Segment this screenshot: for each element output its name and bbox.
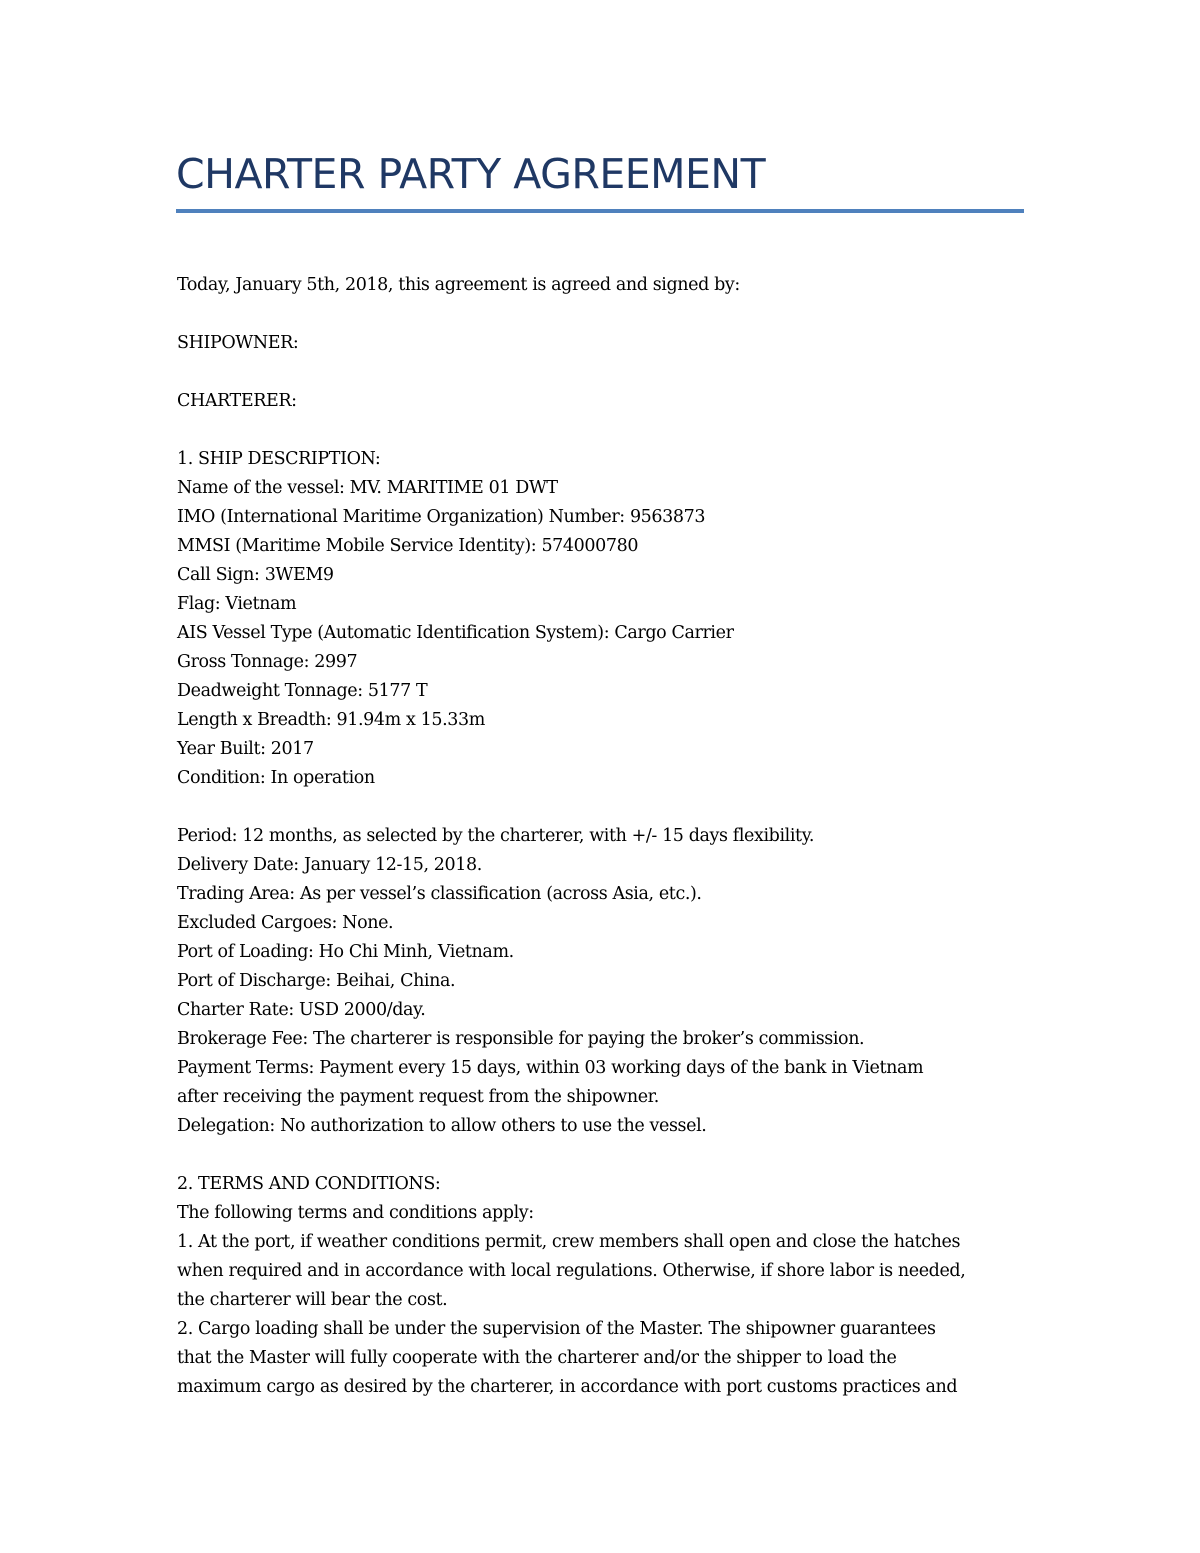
paragraph-spacer [177,300,1027,329]
ship-detail-line: Deadweight Tonnage: 5177 T [177,681,428,701]
charter-term-line: Trading Area: As per vessel’s classification (across Asia, etc.). [177,884,702,904]
document-title: CHARTER PARTY AGREEMENT [176,150,766,198]
intro-line: Today, January 5th, 2018, this agreement is agreed and signed by: [177,275,740,295]
terms-condition-line: that the Master will fully cooperate with the charterer and/or the shipper to load the [177,1348,897,1368]
paragraph-spacer [177,1141,1027,1170]
charter-term-line: Port of Discharge: Beihai, China. [177,971,456,991]
ship-detail-line: Gross Tonnage: 2997 [177,652,358,672]
terms-condition-line: maximum cargo as desired by the charterer, in accordance with port customs practices and [177,1377,958,1397]
ship-detail-line: IMO (International Maritime Organization) Number: 9563873 [177,507,706,527]
charter-term-line: after receiving the payment request from the shipowner. [177,1087,659,1107]
charter-term-line: Port of Loading: Ho Chi Minh, Vietnam. [177,942,514,962]
charter-term-line: Delivery Date: January 12-15, 2018. [177,855,482,875]
ship-detail-line: Flag: Vietnam [177,594,297,614]
document-body [177,271,1027,1402]
paragraph-spacer [177,416,1027,445]
paragraph-spacer [177,793,1027,822]
section-heading-ship-description: 1. SHIP DESCRIPTION: [177,449,381,469]
terms-condition-line: 1. At the port, if weather conditions permit, crew members shall open and close the hatches [177,1232,961,1252]
charter-term-line: Charter Rate: USD 2000/day. [177,1000,426,1020]
charter-term-line: Excluded Cargoes: None. [177,913,394,933]
title-underline [176,209,1024,213]
section-heading-terms-and-conditions: 2. TERMS AND CONDITIONS: [177,1174,441,1194]
ship-detail-line: MMSI (Maritime Mobile Service Identity): 574000780 [177,536,639,556]
charter-term-line: Period: 12 months, as selected by the charterer, with +/- 15 days flexibility. [177,826,815,846]
ship-detail-line: Year Built: 2017 [177,739,314,759]
charter-term-line: Payment Terms: Payment every 15 days, within 03 working days of the bank in Vietnam [177,1058,924,1078]
ship-detail-line: AIS Vessel Type (Automatic Identification System): Cargo Carrier [177,623,734,643]
terms-condition-line: 2. Cargo loading shall be under the supervision of the Master. The shipowner guarantees [177,1319,936,1339]
terms-condition-line: The following terms and conditions apply: [177,1203,534,1223]
terms-condition-line: when required and in accordance with local regulations. Otherwise, if shore labor is needed, [177,1261,966,1281]
ship-detail-line: Call Sign: 3WEM9 [177,565,334,585]
paragraph-spacer [177,358,1027,387]
terms-condition-line: the charterer will bear the cost. [177,1290,448,1310]
charter-term-line: Brokerage Fee: The charterer is responsible for paying the broker’s commission. [177,1029,865,1049]
ship-detail-line: Length x Breadth: 91.94m x 15.33m [177,710,485,730]
ship-detail-line: Condition: In operation [177,768,375,788]
charter-term-line: Delegation: No authorization to allow others to use the vessel. [177,1116,707,1136]
shipowner-label: SHIPOWNER: [177,333,299,353]
charterer-label: CHARTERER: [177,391,297,411]
ship-detail-line: Name of the vessel: MV. MARITIME 01 DWT [177,478,558,498]
